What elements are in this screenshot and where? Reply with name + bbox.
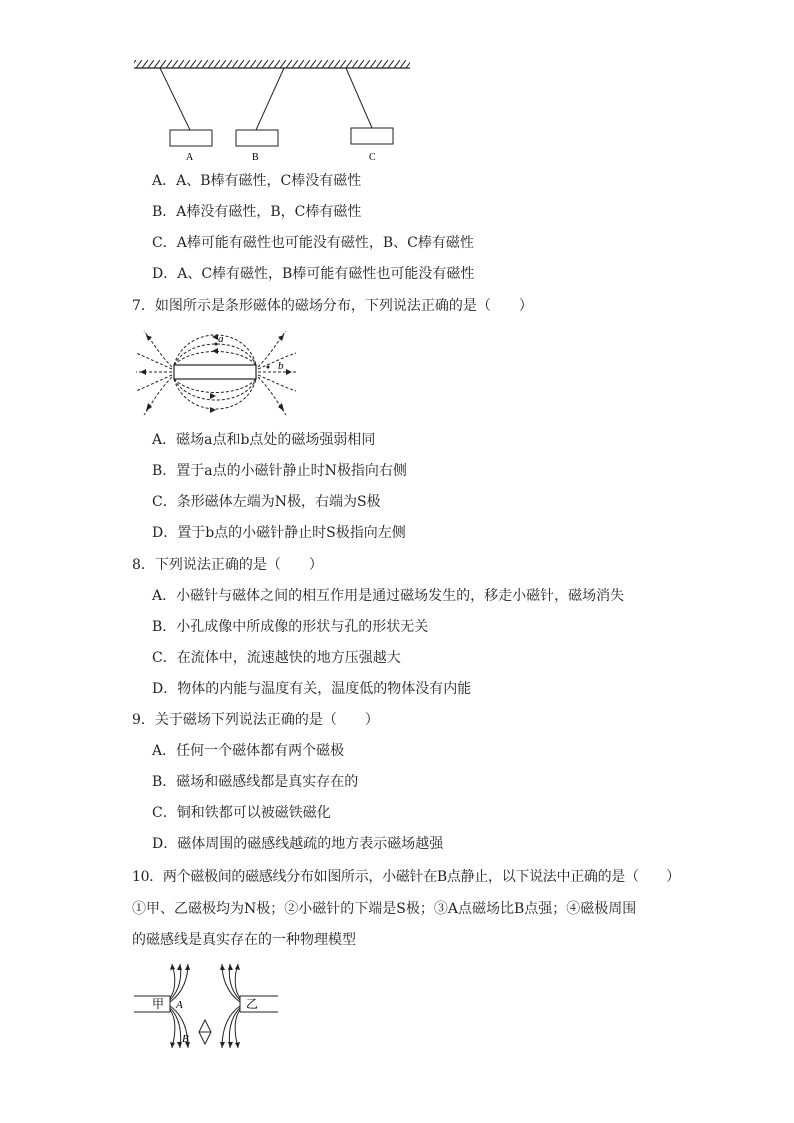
q6-option-a: A．A、B棒有磁性，C棒没有磁性 <box>152 173 362 189</box>
point-b-label: b <box>278 360 284 372</box>
q10-stem-line-3: 的磁感线是真实存在的一种物理模型 <box>132 932 356 948</box>
q10-stem-line-1: 10．两个磁极间的磁感线分布如图所示，小磁针在B点静止，以下说法中正确的是（ ） <box>132 869 680 885</box>
bar-magnet-field-figure <box>134 327 299 422</box>
q7-option-b: B．置于a点的小磁针静止时N极指向右侧 <box>152 463 407 479</box>
q8-stem: 8．下列说法正确的是（ ） <box>132 557 323 573</box>
point-a-label: A <box>176 999 183 1011</box>
label-a: A <box>186 152 194 163</box>
rod-c <box>351 128 393 144</box>
q9-option-c: C．铜和铁都可以被磁铁磁化 <box>152 805 331 821</box>
pole-yi-label: 乙 <box>246 997 259 1011</box>
rod-b <box>236 130 278 146</box>
string-c <box>346 68 372 128</box>
bar-magnet <box>174 365 256 379</box>
q7-option-d: D．置于b点的小磁针静止时S极指向左侧 <box>152 525 406 541</box>
two-poles-field-figure <box>132 962 280 1050</box>
q8-option-a: A．小磁针与磁体之间的相互作用是通过磁场发生的，移走小磁针，磁场消失 <box>152 588 625 604</box>
hanging-rods-figure <box>130 52 415 164</box>
point-a-label: a <box>218 333 224 345</box>
string-a <box>160 68 190 130</box>
q8-option-c: C．在流体中，流速越快的地方压强越大 <box>152 650 401 666</box>
point-b-label: B <box>182 1033 189 1045</box>
q9-option-d: D．磁体周围的磁感线越疏的地方表示磁场越强 <box>152 836 444 852</box>
rod-a <box>170 130 212 146</box>
q6-option-b: B．A棒没有磁性，B，C棒有磁性 <box>152 204 362 220</box>
string-b <box>256 68 284 130</box>
q9-option-a: A．任何一个磁体都有两个磁极 <box>152 743 345 759</box>
q10-stem-line-2: ①甲、乙磁极均为N极；②小磁针的下端是S极；③A点磁场比B点强；④磁极周围 <box>132 901 637 917</box>
q6-option-d: D．A、C棒有磁性，B棒可能有磁性也可能没有磁性 <box>152 266 475 282</box>
q8-option-d: D．物体的内能与温度有关，温度低的物体没有内能 <box>152 681 472 697</box>
q9-stem: 9．关于磁场下列说法正确的是（ ） <box>132 712 379 728</box>
q6-option-c: C．A棒可能有磁性也可能没有磁性，B、C棒有磁性 <box>152 235 474 251</box>
label-c: C <box>369 152 376 163</box>
q7-option-c: C．条形磁体左端为N极，右端为S极 <box>152 494 381 510</box>
q8-option-b: B．小孔成像中所成像的形状与孔的形状无关 <box>152 619 429 635</box>
q7-stem: 7．如图所示是条形磁体的磁场分布，下列说法正确的是（ ） <box>132 298 533 314</box>
label-b: B <box>252 152 259 163</box>
q7-option-a: A．磁场a点和b点处的磁场强弱相同 <box>152 432 376 448</box>
pole-jia-label: 甲 <box>152 997 165 1011</box>
q9-option-b: B．磁场和磁感线都是真实存在的 <box>152 774 359 790</box>
ceiling-hatch <box>134 60 410 68</box>
